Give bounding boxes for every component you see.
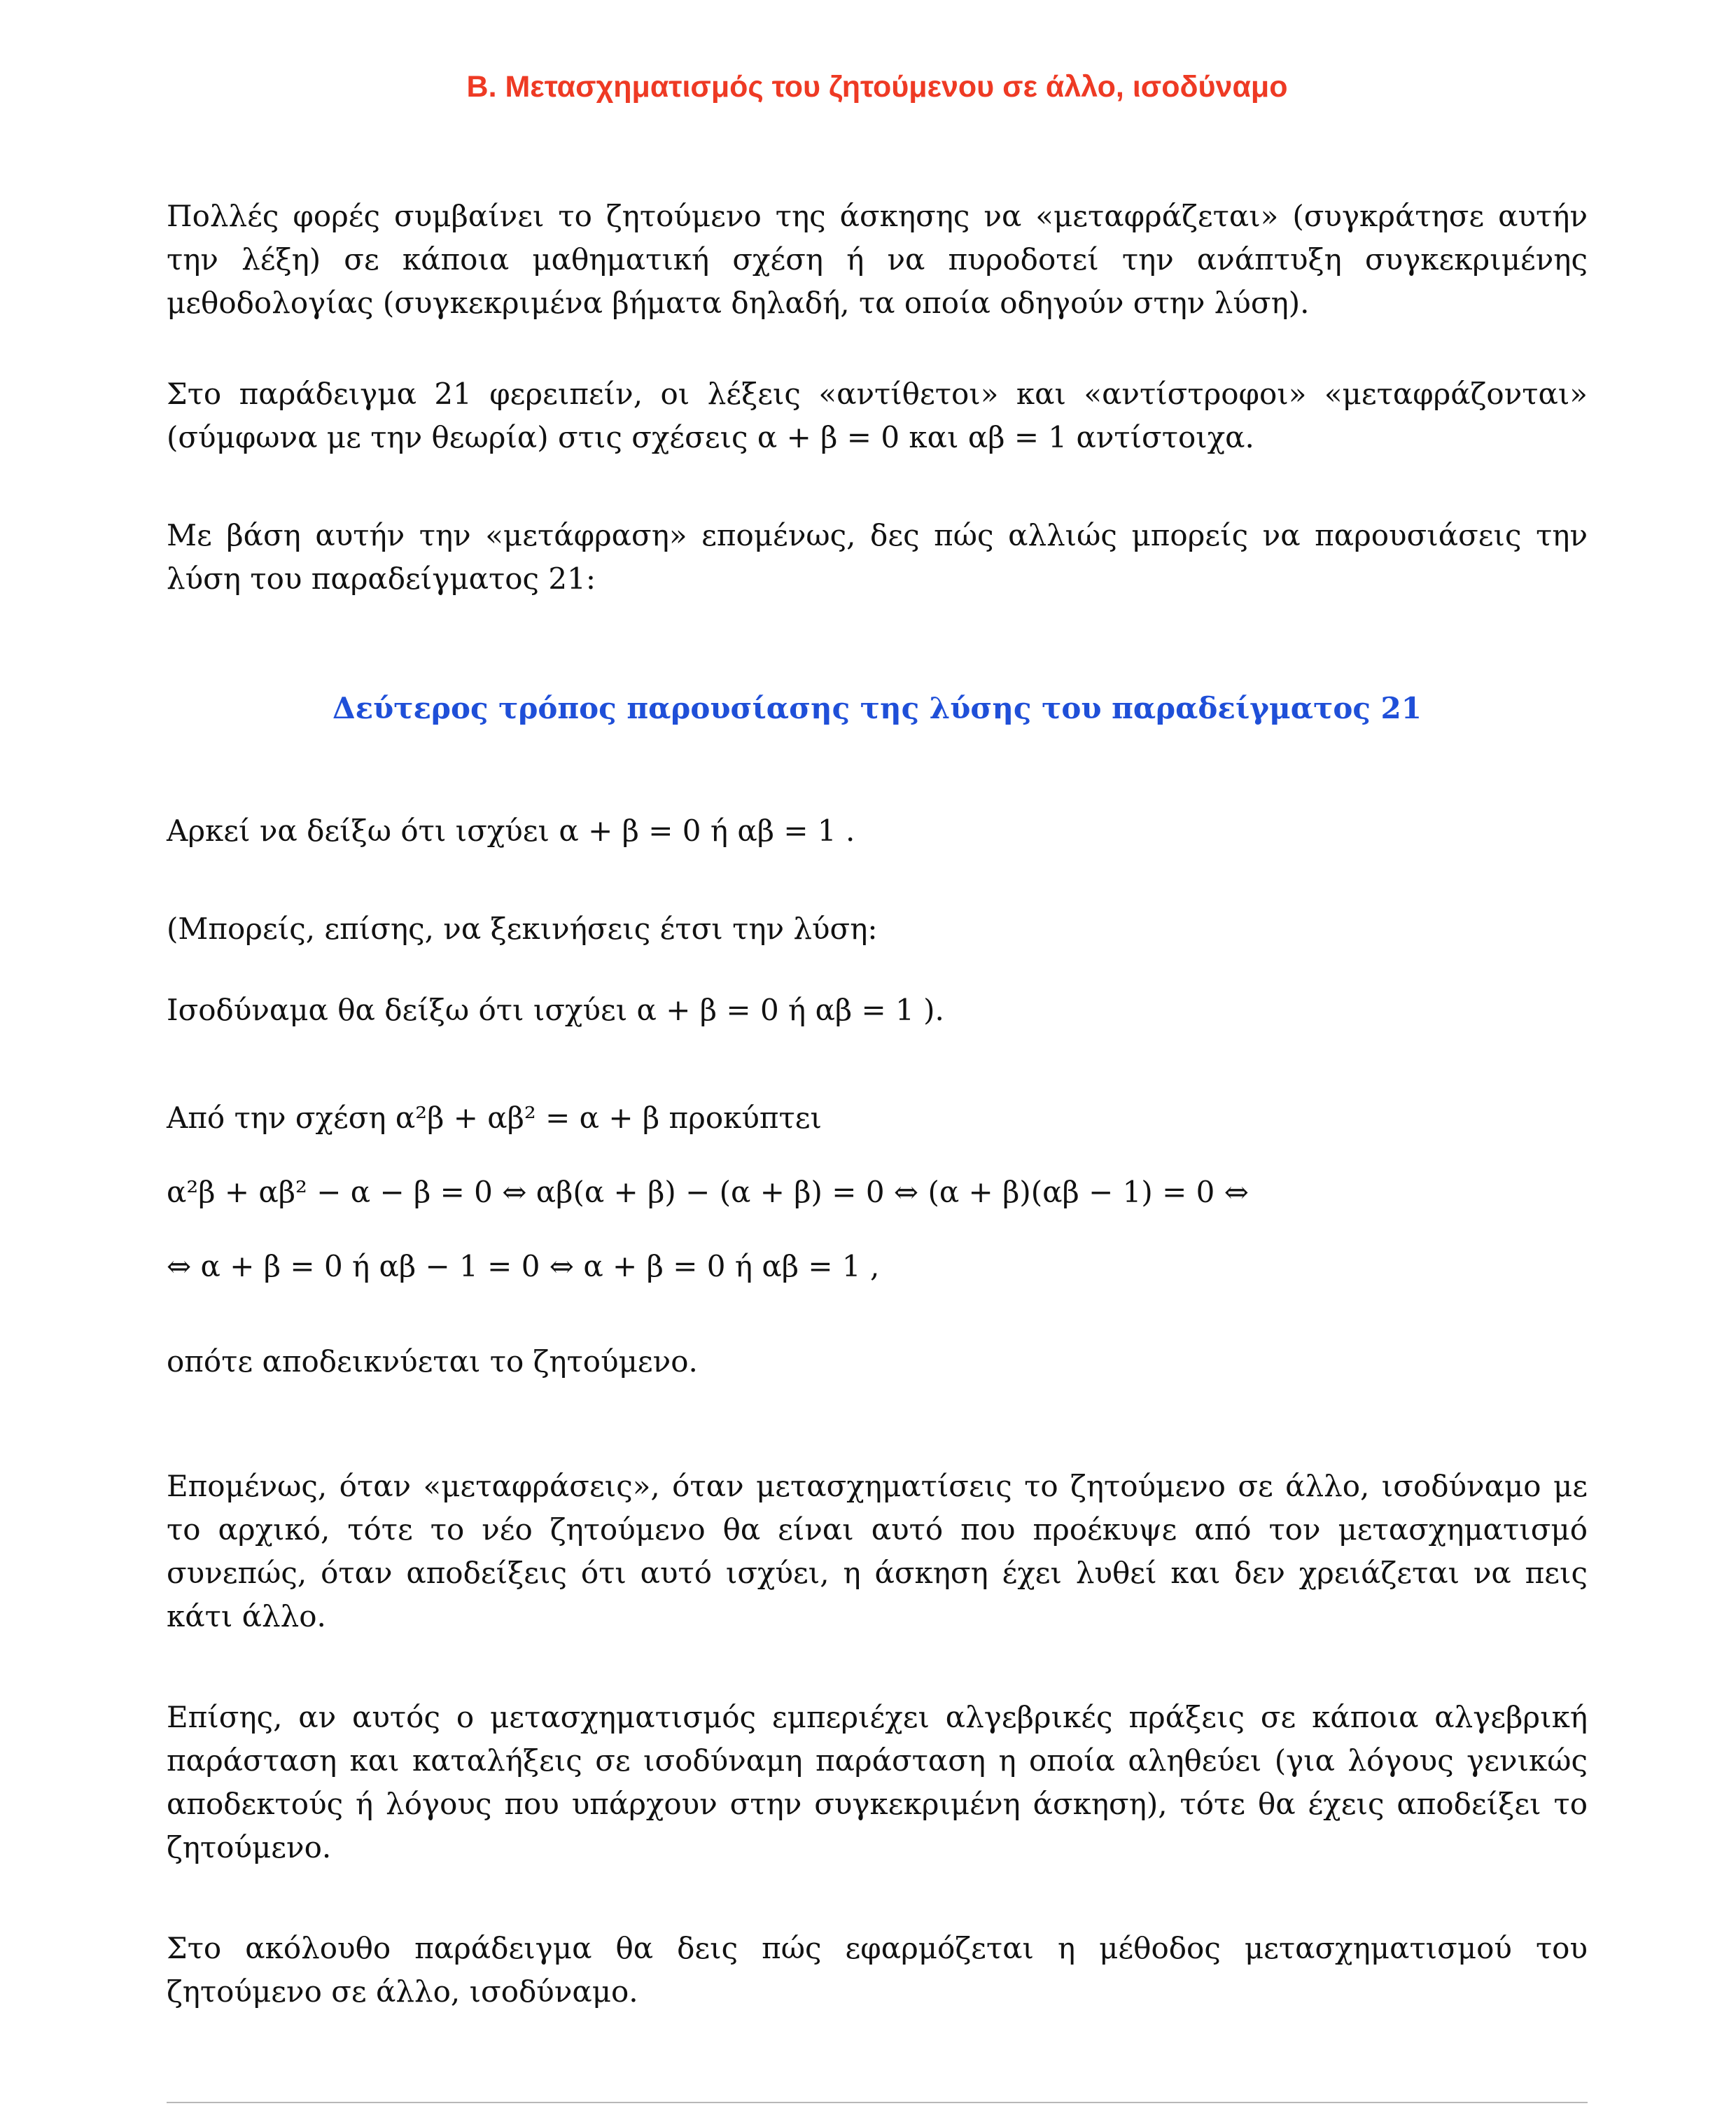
footer-divider: [167, 2102, 1588, 2103]
closing-paragraph-2: Επίσης, αν αυτός ο μετασχηματισμός εμπεριέχει αλγεβρικές πράξεις σε κάποια αλγεβρική παράσταση και καταλήξεις σε ισοδύναμη παράσταση η οποία αληθεύει (για λόγους γενικώς αποδεκτούς ή λόγους που υπάρχουν στην συγκεκριμένη άσκηση), τότε θα έχεις αποδείξει το ζητούμενο.: [167, 1700, 1588, 1864]
example21-paragraph: Στο παράδειγμα 21 φερειπείν, οι λέξεις «αντίθετοι» και «αντίστροφοι» «μεταφράζονται» (σύμφωνα με την θεωρία) στις σχέσεις α + β = 0 και αβ = 1 αντίστοιχα.: [167, 377, 1588, 454]
closing-paragraph-3: Στο ακόλουθο παράδειγμα θα δεις πώς εφαρμόζεται η μέθοδος μετασχηματισμού του ζητούμενο σε άλλο, ισοδύναμο.: [167, 1931, 1588, 2009]
translation-paragraph: Με βάση αυτήν την «μετάφραση» επομένως, δες πώς αλλιώς μπορείς να παρουσιάσεις την λύση του παραδείγματος 21:: [167, 518, 1588, 596]
section-title: Β. Μετασχηματισμός του ζητούμενου σε άλλο, ισοδύναμο: [466, 70, 1288, 104]
document-page: [167, 0, 1588, 2113]
from-relation-line: Από την σχέση α²β + αβ² = α + β προκύπτει: [167, 1101, 822, 1135]
solution-alt-start-line: (Μπορείς, επίσης, να ξεκινήσεις έτσι την λύση:: [167, 912, 878, 946]
solution-title: Δεύτερος τρόπος παρουσίασης της λύσης του παραδείγματος 21: [332, 691, 1422, 725]
conclusion-line: οπότε αποδεικνύεται το ζητούμενο.: [167, 1344, 698, 1379]
equation-line-1: α²β + αβ² − α − β = 0 ⇔ αβ(α + β) − (α + β) = 0 ⇔ (α + β)(αβ − 1) = 0 ⇔: [167, 1175, 1249, 1209]
intro-paragraph: Πολλές φορές συμβαίνει το ζητούμενο της άσκησης να «μεταφράζεται» (συγκράτησε αυτήν την λέξη) σε κάποια μαθηματική σχέση ή να πυροδοτεί την ανάπτυξη συγκεκριμένης μεθοδολογίας (συγκεκριμένα βήματα δηλαδή, τα οποία οδηγούν στην λύση).: [167, 199, 1588, 320]
equation-line-2: ⇔ α + β = 0 ή αβ − 1 = 0 ⇔ α + β = 0 ή αβ = 1 ,: [167, 1249, 880, 1283]
solution-enough-line: Αρκεί να δείξω ότι ισχύει α + β = 0 ή αβ = 1 .: [167, 814, 855, 848]
solution-equivalently-line: Ισοδύναμα θα δείξω ότι ισχύει α + β = 0 ή αβ = 1 ).: [167, 993, 944, 1027]
closing-paragraph-1: Επομένως, όταν «μεταφράσεις», όταν μετασχηματίσεις το ζητούμενο σε άλλο, ισοδύναμο με το αρχικό, τότε το νέο ζητούμενο θα είναι αυτό που προέκυψε από τον μετασχηματισμό συνεπώς, όταν αποδείξεις ότι αυτό ισχύει, η άσκηση έχει λυθεί και δεν χρειάζεται να πεις κάτι άλλο.: [167, 1469, 1588, 1633]
